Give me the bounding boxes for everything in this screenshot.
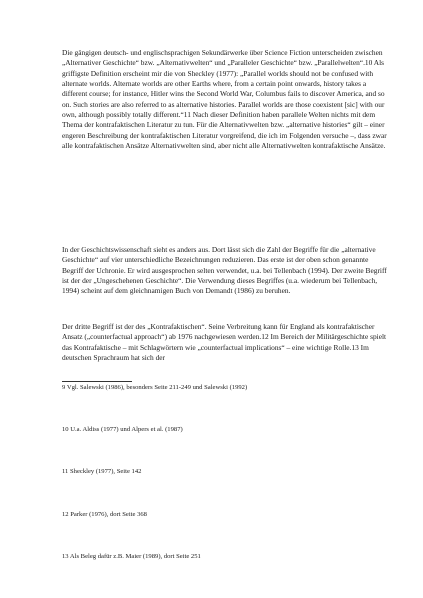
footnote: 13 Als Beleg dafür z.B. Maier (1989), dort Seite 251 (62, 553, 201, 560)
footnote: 12 Parker (1976), dort Seite 368 (62, 511, 147, 518)
body-paragraph: Der dritte Begriff ist der des „Kontrafaktischen“. Seine Verbreitung kann für England als kontrafaktischer Ansatz („counterfactual approach“) ab 1976 nachgewiesen werden.12 Im Bereich der Militärgeschichte spielt das Kontrafaktische – mit Schlagwörtern wie „counterfactual implications“ – eine wichtige Rolle.13 Im deutschen Sprachraum hat sich der (62, 322, 387, 363)
footnote: 11 Sheckley (1977), Seite 142 (62, 468, 142, 475)
footnote-separator (62, 381, 132, 382)
footnote: 9 Vgl. Salewski (1986), besonders Seite 211-249 und Salewski (1992) (62, 384, 248, 391)
footnote: 10 U.a. Aldiss (1977) und Alpers et al. (1987) (62, 426, 183, 433)
body-paragraph: Die gängigen deutsch- und englischsprachigen Sekundärwerke über Science Fiction unterscheiden zwischen „Alternativer Geschichte“ bzw. „Alternativwelten“ und „Paralleler Geschichte“ bzw. „Parallelwelten“.10 Als griffigste Definition erscheint mir die von Sheckley (1977): „Parallel worlds should not be confused with alternate worlds. Alternate worlds are other Earths where, from a certain point onwards, history takes a different course; for instance, Hitler wins the Second World War, Columbus fails to discover America, and so on. Such stories are also referred to as alternative histories. Parallel worlds are those coexistent [sic] with our own, although possibly totally different.“11 Nach dieser Definition haben parallele Welten nichts mit dem Thema der kontrafaktischen Literatur zu tun. Für die Alternativwelten bzw. „alternative histories“ gilt – einer engeren Beschreibung der kontrafaktischen Literatur vorgreifend, die ich im Folgenden versuche –, dass zwar alle kontrafaktischen Ansätze Alternativwelten sind, aber nicht alle Alternativwelten kontrafaktische Ansätze. (62, 48, 387, 151)
body-paragraph: In der Geschichtswissenschaft sieht es anders aus. Dort lässt sich die Zahl der Begriffe für die „alternative Geschichte“ auf vier unterschiedliche Bezeichnungen reduzieren. Das erste ist der oben schon genannte Begriff der Uchronie. Er wird ausgesprochen selten verwendet, u.a. bei Tellenbach (1994). Der zweite Begriff ist der der „Ungeschehenen Geschichte“. Die Verwendung dieses Begriffes (u.a. wiederum bei Tellenbach, 1994) scheint auf dem gleichnamigen Buch von Demandt (1986) zu beruhen. (62, 245, 387, 296)
